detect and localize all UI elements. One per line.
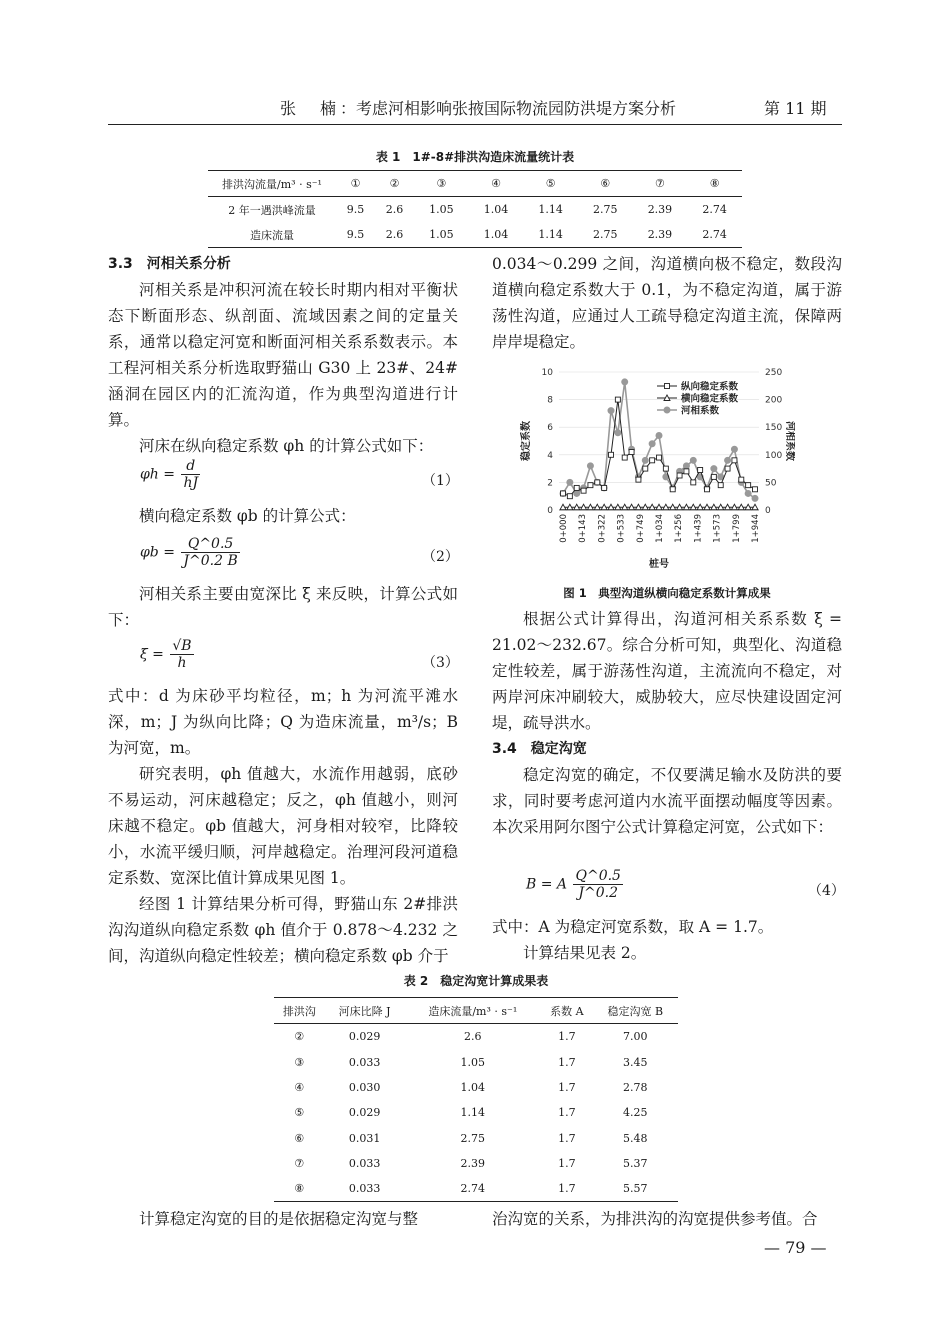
- table-cell: 2.74: [702, 203, 727, 216]
- y2-tick-label: 100: [765, 450, 783, 461]
- chart-legend: [657, 381, 739, 417]
- table2-header-row: [274, 998, 678, 1024]
- section-heading-3-3: 3.3 河相关系分析: [108, 256, 231, 272]
- data-point: [657, 455, 662, 460]
- table-cell: ②: [294, 1030, 305, 1044]
- table-cell: 7.00: [623, 1030, 648, 1044]
- y-axis-label: 稳定系数: [521, 421, 532, 461]
- equation-lhs: φh =: [140, 466, 175, 483]
- table-cell: 1.14: [460, 1106, 486, 1120]
- data-point: [683, 463, 689, 469]
- left-text: [108, 581, 458, 633]
- data-point: [581, 488, 586, 493]
- running-header-title: [280, 96, 676, 119]
- data-point: [574, 485, 579, 490]
- table-row: [274, 1075, 678, 1100]
- data-point: [746, 483, 751, 488]
- data-point: [587, 463, 593, 469]
- data-point: [609, 452, 614, 457]
- table-row: [274, 1176, 678, 1202]
- table-cell: 1.04: [460, 1081, 486, 1095]
- data-point: [725, 457, 731, 463]
- table-cell: 5.37: [623, 1156, 648, 1170]
- data-point: [711, 466, 717, 472]
- table2-header-cell: 稳定沟宽 B: [607, 1004, 664, 1018]
- table2-header-cell: 排洪沟: [282, 1004, 316, 1018]
- table1-header-cell: 排洪沟流量/m³ · s⁻¹: [222, 177, 322, 191]
- table-cell: 0.031: [348, 1131, 381, 1145]
- table-cell: 0.030: [348, 1081, 381, 1095]
- table-cell: ⑧: [294, 1182, 305, 1196]
- figure1-chart: [515, 362, 795, 572]
- data-point: [718, 483, 723, 488]
- legend-label: 河相系数: [681, 405, 720, 417]
- data-point: [711, 474, 716, 479]
- header-authors: 张 楠: [280, 99, 341, 118]
- equation-1: [140, 458, 200, 491]
- table-cell: 2.39: [647, 228, 673, 241]
- table-cell: 造床流量: [250, 228, 294, 242]
- equation-3: [140, 638, 194, 671]
- right-column-last-line: [492, 1206, 842, 1232]
- table-cell: 9.5: [346, 203, 365, 216]
- x-tick-label: 0+749: [635, 514, 646, 543]
- data-point: [649, 441, 655, 447]
- table1-header-cell: ④: [491, 177, 501, 190]
- y-tick-label: 4: [547, 450, 553, 461]
- left-column-last-line: [108, 1206, 458, 1232]
- table-cell: 2.6: [385, 228, 404, 241]
- paragraph: 稳定沟宽的确定，不仅要满足输水及防洪的要求，同时要考虑河道内水流平面摆动幅度等因素。本次采用阿尔图宁公式计算稳定河宽，公式如下：: [492, 766, 842, 836]
- table-cell: 2 年一遇洪峰流量: [228, 203, 316, 217]
- table-cell: 2.39: [647, 203, 673, 216]
- table-cell: 1.7: [558, 1156, 576, 1170]
- table-cell: 1.04: [483, 228, 509, 241]
- fraction: [181, 458, 200, 491]
- table-row: [274, 1024, 678, 1050]
- table1-header-row: [208, 171, 742, 197]
- table-cell: 0.033: [348, 1182, 381, 1196]
- table1-header-cell: ⑧: [709, 177, 720, 190]
- x-tick-label: 1+944: [751, 514, 761, 543]
- data-point: [567, 494, 572, 499]
- table-cell: 1.14: [538, 203, 563, 216]
- table-cell: 2.74: [460, 1182, 486, 1196]
- table-cell: 1.7: [558, 1131, 576, 1145]
- fraction-denominator: h: [177, 655, 187, 671]
- equation-lhs: ξ =: [140, 646, 164, 663]
- fraction-denominator: hJ: [183, 475, 199, 491]
- paragraph: 计算稳定沟宽的目的是依据稳定沟宽与整: [139, 1210, 419, 1228]
- data-point: [567, 479, 573, 485]
- y2-tick-label: 0: [765, 506, 771, 516]
- paragraph: 根据公式计算得出，沟道河相关系系数 ξ = 21.02～232.67。综合分析可知，典型化、沟道稳定性较差，属于游荡性沟道，主流流向不稳定，对两岸河床冲刷较大，威胁较大，应尽快建设固定河堤，疏导洪水。: [492, 610, 842, 732]
- data-point: [650, 458, 655, 463]
- table-row: [274, 1125, 678, 1150]
- left-text: [108, 503, 458, 529]
- series-line: [563, 400, 755, 497]
- table2-caption: 表 2 稳定沟宽计算成果表: [403, 974, 549, 988]
- table2: [274, 997, 678, 1202]
- page-number: — 79 —: [764, 1238, 827, 1257]
- table2-header-cell: 系数 A: [550, 1004, 584, 1018]
- table1-header-cell: ①: [350, 177, 361, 190]
- table-cell: ④: [294, 1081, 305, 1095]
- table-row: [274, 1100, 678, 1125]
- left-column-top: [108, 251, 458, 459]
- data-point: [602, 485, 607, 490]
- table1-header-cell: ⑦: [655, 177, 665, 190]
- data-point: [752, 495, 758, 501]
- paragraph: 式中：A 为稳定河宽系数，取 A = 1.7。: [492, 918, 774, 936]
- y2-tick-label: 250: [765, 368, 783, 378]
- table-cell: 1.7: [558, 1081, 576, 1095]
- x-tick-label: 1+573: [712, 514, 723, 543]
- x-tick-label: 1+256: [674, 514, 685, 543]
- table-cell: 1.05: [429, 228, 454, 241]
- legend-label: 横向稳定系数: [681, 393, 739, 405]
- table1-caption: 表 1 1#-8#排洪沟造床流量统计表: [375, 150, 575, 164]
- equation-number: （4）: [808, 883, 845, 899]
- x-tick-label: 0+000: [559, 514, 569, 543]
- header-title-separator: ：: [340, 99, 357, 118]
- x-tick-label: 1+439: [693, 514, 704, 543]
- table-cell: 2.6: [385, 203, 404, 216]
- x-tick-label: 0+322: [597, 514, 608, 543]
- table-cell: 0.033: [348, 1156, 381, 1170]
- y-tick-label: 8: [547, 395, 553, 406]
- section-heading-3-4: 3.4 稳定沟宽: [492, 741, 587, 757]
- table1-header-cell: ②: [389, 177, 400, 190]
- table-cell: 1.05: [460, 1055, 486, 1069]
- left-column-bottom: [108, 683, 458, 969]
- table-cell: 9.5: [346, 228, 365, 241]
- table-cell: 2.78: [623, 1081, 648, 1095]
- table-cell: ⑦: [294, 1156, 305, 1170]
- y2-axis-label: 河相系数: [784, 421, 795, 461]
- table-cell: 2.39: [460, 1156, 486, 1170]
- equation-number: （2）: [422, 549, 459, 565]
- right-column-mid: [492, 606, 842, 840]
- data-point: [684, 469, 689, 474]
- header-paper-title: 考虑河相影响张掖国际物流园防洪堤方案分析: [356, 99, 677, 118]
- data-point: [622, 455, 627, 460]
- equation-number: （1）: [422, 473, 459, 489]
- equation-4: [526, 868, 623, 901]
- legend-marker: [664, 407, 670, 413]
- paragraph: 横向稳定系数 φb 的计算公式：: [139, 507, 356, 525]
- data-point: [588, 483, 593, 488]
- paragraph: 计算结果见表 2。: [523, 944, 647, 962]
- x-axis-label: 桩号: [649, 559, 669, 570]
- table-cell: 4.25: [623, 1106, 648, 1120]
- x-tick-label: 1+034: [655, 514, 665, 543]
- data-point: [677, 473, 682, 478]
- data-point: [698, 467, 703, 472]
- legend-marker: [665, 384, 670, 389]
- x-tick-label: 0+143: [578, 514, 589, 543]
- data-point: [608, 408, 614, 414]
- equation-lhs: B = A: [526, 876, 568, 893]
- fraction-denominator: J^0.2 B: [183, 553, 238, 569]
- table-cell: 1.7: [558, 1030, 576, 1044]
- x-tick-label: 1+799: [731, 514, 742, 543]
- data-point: [629, 450, 634, 455]
- data-point: [753, 487, 758, 492]
- table-cell: ⑥: [294, 1131, 305, 1145]
- table-cell: 2.6: [464, 1030, 482, 1044]
- fraction-numerator: d: [181, 458, 200, 475]
- data-point: [574, 490, 580, 496]
- paragraph: 河床在纵向稳定系数 φh 的计算公式如下：: [139, 437, 434, 455]
- table1: [208, 170, 742, 248]
- data-point: [595, 480, 600, 485]
- fraction: [573, 868, 622, 901]
- table-cell: ③: [294, 1055, 305, 1069]
- data-point: [731, 446, 737, 452]
- paragraph: 式中：d 为床砂平均粒径，m；h 为河流平滩水深，m；J 为纵向比降；Q 为造床流量，m³/s；B 为河宽，m。: [108, 687, 458, 757]
- table-cell: 1.04: [483, 203, 509, 216]
- table-cell: 1.7: [558, 1106, 576, 1120]
- table-cell: 1.7: [558, 1182, 576, 1196]
- table2-header-cell: 河床比降 J: [338, 1004, 391, 1018]
- data-point: [663, 466, 668, 471]
- paragraph: 治沟宽的关系，为排洪沟的沟宽提供参考值。合: [492, 1210, 818, 1228]
- data-point: [561, 491, 566, 496]
- data-point: [691, 480, 696, 485]
- header-rule: [108, 124, 842, 125]
- table-cell: 5.57: [623, 1182, 648, 1196]
- table-row: [208, 197, 742, 223]
- data-point: [615, 397, 620, 402]
- paragraph: 研究表明，φh 值越大，水流作用越弱，底砂不易运动，河床越稳定；反之，φh 值越小，则河床越不稳定。φb 值越大，河身相对较窄，比降较小，水流平缓归顺，河岸越稳定。治理河段河道稳定系数、宽深比值计算成果见图 1。: [108, 765, 458, 887]
- data-point: [739, 477, 744, 482]
- table1-header-cell: ③: [436, 177, 447, 190]
- table-cell: 2.74: [702, 228, 727, 241]
- fraction-denominator: J^0.2: [578, 885, 619, 901]
- fraction-numerator: Q^0.5: [181, 536, 239, 553]
- paragraph: 0.034～0.299 之间，沟道横向极不稳定，数段沟道横向稳定系数大于 0.1，为不稳定沟道，属于游荡性沟道，应通过人工疏导稳定沟道主流，保障两岸岸堤稳定。: [492, 255, 842, 351]
- table-cell: 0.033: [348, 1055, 381, 1069]
- table-cell: 2.75: [593, 203, 618, 216]
- table-cell: 0.029: [348, 1030, 381, 1044]
- fraction-numerator: Q^0.5: [575, 868, 621, 884]
- table-cell: 1.7: [558, 1055, 576, 1069]
- y-tick-label: 10: [541, 368, 553, 378]
- paragraph: 河相关系是冲积河流在较长时期内相对平衡状态下断面形态、纵剖面、流域因素之间的定量关系，通常以稳定河宽和断面河相关系系数表示。本工程河相关系分析选取野猫山 G30 上 23#、24#涵洞在园区内的汇流沟道，作为典型沟道进行计算。: [108, 281, 458, 429]
- data-point: [690, 457, 696, 463]
- table-cell: 1.05: [429, 203, 454, 216]
- equation-number: （3）: [422, 655, 459, 671]
- fraction: [170, 638, 193, 671]
- data-point: [615, 430, 621, 436]
- fraction-numerator: √B: [172, 638, 192, 654]
- table-cell: 0.029: [348, 1106, 381, 1120]
- figure1-caption: 图 1 典型沟道纵横向稳定系数计算成果: [563, 586, 771, 600]
- table-cell: 2.75: [593, 228, 618, 241]
- table-cell: ⑤: [294, 1106, 305, 1120]
- table-cell: 5.48: [623, 1131, 648, 1145]
- table2-header-cell: 造床流量/m³ · s⁻¹: [428, 1004, 518, 1018]
- table1-header-cell: ⑤: [545, 177, 556, 190]
- table-row: [274, 1050, 678, 1075]
- data-point: [745, 490, 751, 496]
- y2-tick-label: 150: [765, 423, 783, 434]
- x-tick-label: 0+533: [616, 514, 627, 543]
- data-point: [622, 379, 628, 385]
- data-point: [732, 458, 737, 463]
- paragraph: 经图 1 计算结果分析可得，野猫山东 2#排洪沟沟道纵向稳定系数 φh 值介于 0.878～4.232 之间，沟道纵向稳定性较差；横向稳定系数 φb 介于: [108, 895, 458, 965]
- y-tick-label: 2: [547, 478, 553, 489]
- table-cell: 3.45: [623, 1055, 648, 1069]
- right-column-bottom: [492, 914, 842, 966]
- equation-lhs: φb =: [140, 544, 175, 561]
- table1-header-cell: ⑥: [600, 177, 611, 190]
- data-point: [725, 466, 730, 471]
- data-point: [642, 457, 648, 463]
- data-point: [705, 487, 710, 492]
- table-row: [274, 1151, 678, 1176]
- table-cell: 2.75: [460, 1131, 486, 1145]
- y-tick-label: 0: [547, 506, 553, 516]
- fraction: [181, 536, 239, 569]
- legend-label: 纵向稳定系数: [681, 381, 739, 393]
- y-tick-label: 6: [547, 423, 553, 434]
- y2-tick-label: 50: [765, 478, 777, 489]
- data-point: [670, 487, 675, 492]
- data-point: [636, 477, 641, 482]
- table-cell: 1.14: [538, 228, 563, 241]
- data-point: [656, 432, 662, 438]
- y2-tick-label: 200: [765, 395, 783, 406]
- right-column-top: [492, 251, 842, 355]
- header-issue: 第 11 期: [764, 99, 827, 118]
- data-point: [643, 466, 648, 471]
- table-row: [208, 222, 742, 248]
- equation-2: [140, 536, 240, 569]
- paragraph: 河相关系主要由宽深比 ξ 来反映，计算公式如下：: [108, 585, 458, 629]
